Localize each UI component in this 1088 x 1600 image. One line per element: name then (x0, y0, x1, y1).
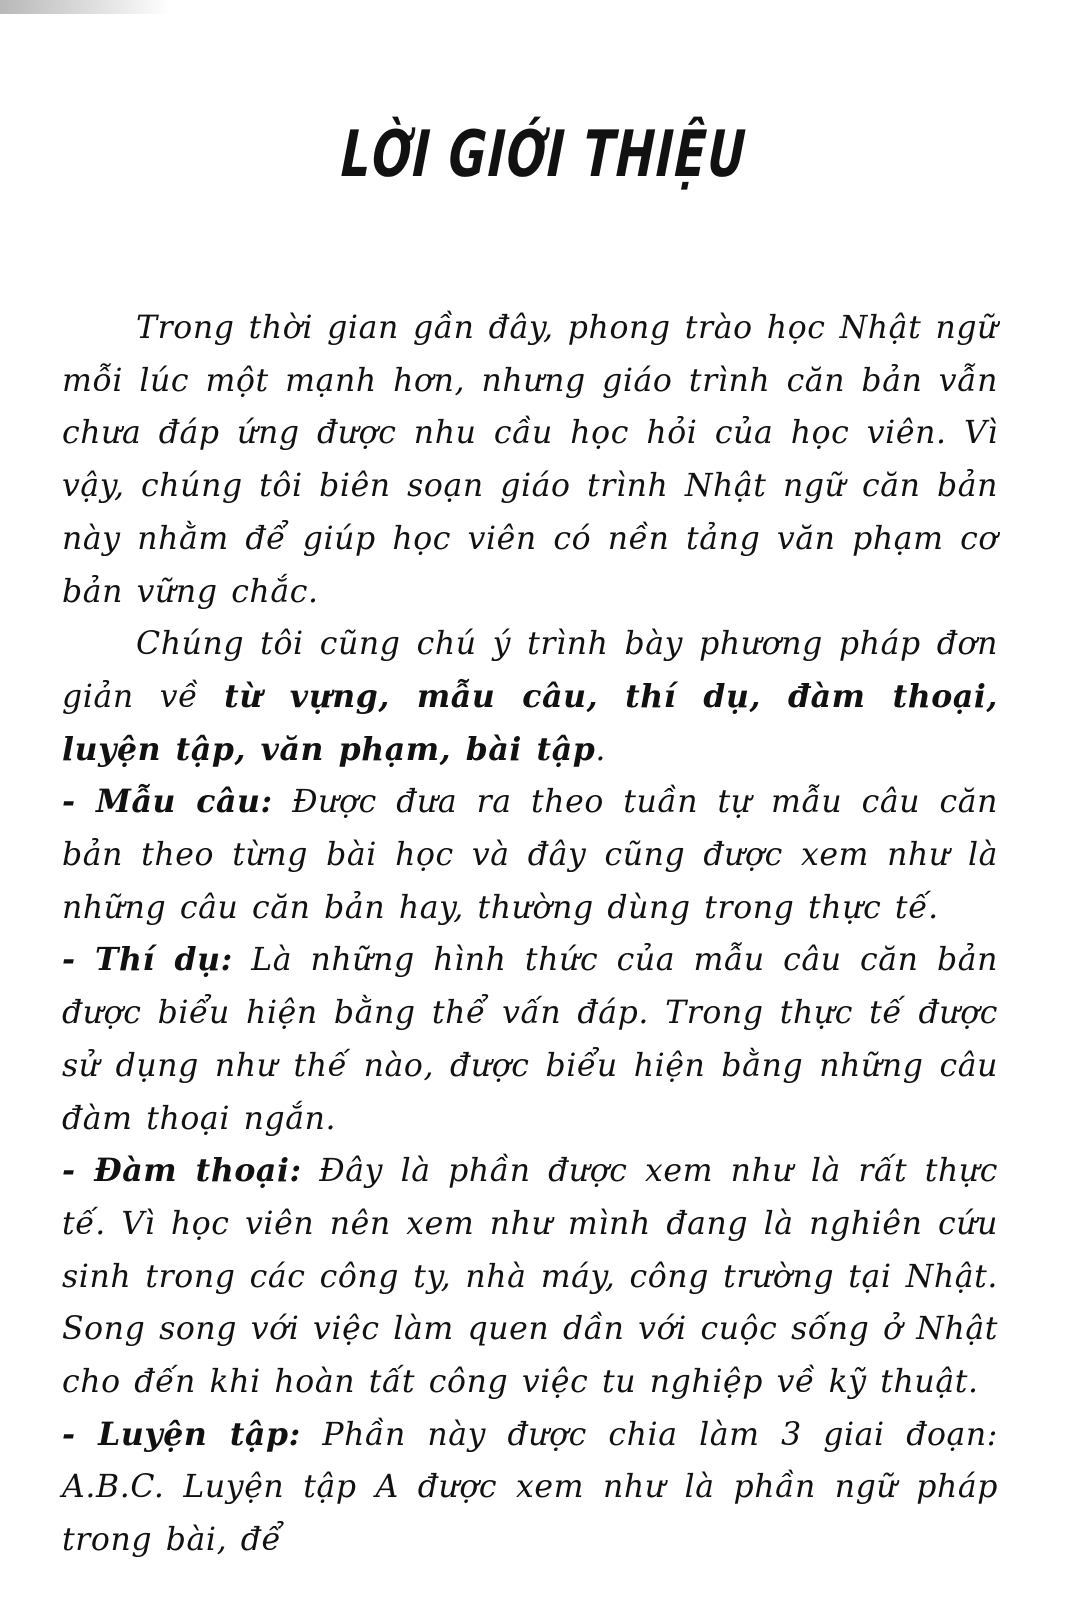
section-luyen-tap (62, 1409, 998, 1567)
luyen-tap-text: Phần này được chia làm 3 giai đoạn: A.B.C. Luyện tập A được xem như là phần ngữ pháp trong bài, để (62, 1416, 998, 1559)
page-title: LỜI GIỚI THIỆU (339, 118, 749, 192)
section-dam-thoai (62, 1145, 998, 1409)
mau-cau-label: - Mẫu câu: (62, 783, 273, 821)
dam-thoai-text: Đây là phần được xem như là rất thực tế. Vì học viên nên xem như mình đang là nghiên cứu sinh trong các công ty, nhà máy, công trường tại Nhật. Song song với việc làm quen dần với cuộc sống ở Nhật cho đến khi hoàn tất công việc tu nghiệp về kỹ thuật. (62, 1153, 998, 1401)
luyen-tap-label: - Luyện tập: (62, 1415, 301, 1453)
method-suffix: . (595, 731, 606, 768)
method-prefix: Chúng tôi cũng chú ý trình bày phương pháp đơn giản về (62, 626, 998, 715)
dam-thoai-label: - Đàm thoại: (62, 1152, 302, 1190)
paragraph-method (62, 618, 998, 776)
section-thi-du (62, 934, 998, 1145)
paragraph-intro: Trong thời gian gần đây, phong trào học Nhật ngữ mỗi lúc một mạnh hơn, nhưng giáo trình căn bản vẫn chưa đáp ứng được nhu cầu học hỏi của học viên. Vì vậy, chúng tôi biên soạn giáo trình Nhật ngữ căn bản này nhằm để giúp học viên có nền tảng văn phạm cơ bản vững chắc. (62, 310, 998, 610)
body-text (62, 302, 998, 1567)
mau-cau-text: Được đưa ra theo tuần tự mẫu câu căn bản theo từng bài học và đây cũng được xem như là những câu căn bản hay, thường dùng trong thực tế. (62, 784, 998, 926)
section-mau-cau (62, 776, 998, 934)
method-topics: từ vựng, mẫu câu, thí dụ, đàm thoại, luyện tập, văn phạm, bài tập (62, 677, 999, 768)
thi-du-label: - Thí dụ: (62, 941, 233, 979)
thi-du-text: Là những hình thức của mẫu câu căn bản được biểu hiện bằng thể vấn đáp. Trong thực tế được sử dụng như thế nào, được biểu hiện bằng những câu đàm thoại ngắn. (62, 942, 998, 1137)
page-edge-shadow (0, 0, 170, 14)
